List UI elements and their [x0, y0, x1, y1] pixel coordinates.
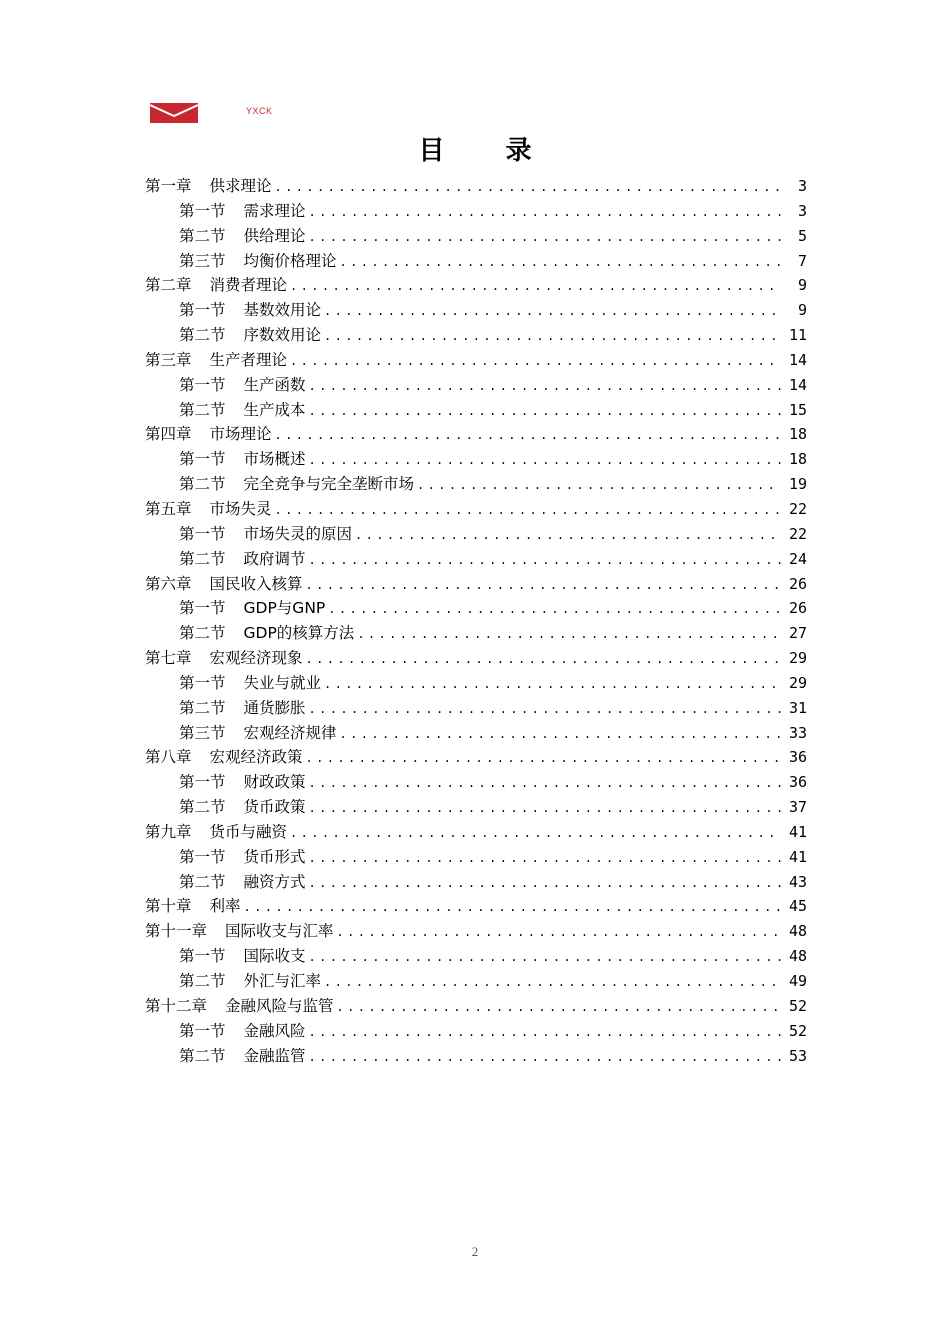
- toc-entry-title: 金融风险: [243, 1021, 306, 1040]
- toc-entry-title: 市场失灵的原因: [243, 524, 353, 543]
- toc-entry-title: 基数效用论: [243, 301, 322, 320]
- toc-dot-leader: [306, 448, 781, 473]
- toc-entry-title: 货币与融资: [209, 822, 288, 841]
- toc-entry-page: 9: [797, 276, 807, 295]
- toc-chapter-entry[interactable]: [145, 646, 807, 671]
- toc-entry-page: 22: [788, 499, 807, 518]
- toc-dot-leader: [321, 324, 781, 349]
- toc-entry-title: 政府调节: [243, 549, 306, 568]
- toc-entry-page: 53: [788, 1046, 807, 1065]
- toc-entry-page: 29: [788, 673, 807, 692]
- toc-entry-page: 52: [788, 996, 807, 1015]
- toc-entry-label: [179, 696, 306, 721]
- toc-entry-number: 第二节: [179, 1046, 226, 1065]
- toc-dot-leader: [352, 523, 781, 548]
- toc-dot-leader: [354, 622, 781, 647]
- toc-entry-label: [145, 348, 287, 373]
- toc-chapter-entry[interactable]: [145, 919, 807, 944]
- toc-entry-title: 宏观经济政策: [209, 748, 303, 767]
- toc-entry-page: 41: [788, 822, 807, 841]
- toc-entry-page: 14: [788, 375, 807, 394]
- toc-entry-title: 国民收入核算: [209, 574, 303, 593]
- toc-entry-page: 48: [788, 947, 807, 966]
- toc-entry-page: 36: [788, 748, 807, 767]
- toc-entry-page: 43: [788, 872, 807, 891]
- toc-dot-leader: [306, 697, 781, 722]
- toc-dot-leader: [272, 498, 781, 523]
- toc-section-entry[interactable]: [145, 373, 807, 398]
- toc-entry-number: 第五章: [145, 499, 192, 518]
- toc-entry-title: 宏观经济规律: [243, 723, 337, 742]
- toc-section-entry[interactable]: [145, 969, 807, 994]
- toc-entry-number: 第一节: [179, 201, 226, 220]
- toc-entry-label: [145, 174, 272, 199]
- toc-entry-title: 金融风险与监管: [225, 996, 334, 1015]
- toc-entry-label: [145, 745, 303, 770]
- toc-section-entry[interactable]: [145, 472, 807, 497]
- toc-chapter-entry[interactable]: [145, 422, 807, 447]
- toc-entry-title: 通货膨胀: [243, 698, 306, 717]
- toc-section-entry[interactable]: [145, 870, 807, 895]
- envelope-logo-icon: [150, 103, 198, 123]
- toc-entry-page: 36: [788, 773, 807, 792]
- toc-entry-label: [179, 621, 354, 646]
- toc-dot-leader: [303, 746, 781, 771]
- toc-dot-leader: [287, 349, 781, 374]
- toc-entry-page: 26: [788, 574, 807, 593]
- toc-dot-leader: [287, 821, 781, 846]
- toc-entry-label: [145, 497, 272, 522]
- toc-entry-title: 货币政策: [243, 798, 306, 817]
- toc-entry-label: [179, 323, 321, 348]
- toc-dot-leader: [306, 796, 781, 821]
- toc-chapter-entry[interactable]: [145, 174, 807, 199]
- toc-entry-page: 9: [797, 301, 807, 320]
- toc-entry-number: 第一节: [179, 599, 226, 618]
- toc-entry-number: 第十章: [145, 897, 192, 916]
- toc-dot-leader: [306, 871, 781, 896]
- toc-entry-page: 45: [788, 897, 807, 916]
- toc-entry-title: 融资方式: [243, 872, 306, 891]
- toc-section-entry[interactable]: [145, 721, 807, 746]
- toc-dot-leader: [306, 399, 781, 424]
- toc-entry-number: 第一节: [179, 1021, 226, 1040]
- toc-entry-title: 失业与就业: [243, 673, 322, 692]
- toc-entry-number: 第二节: [179, 798, 226, 817]
- toc-dot-leader: [321, 299, 781, 324]
- toc-entry-page: 52: [788, 1021, 807, 1040]
- toc-entry-title: 需求理论: [243, 201, 306, 220]
- toc-entry-number: 第十一章: [145, 922, 208, 941]
- toc-entry-number: 第八章: [145, 748, 192, 767]
- toc-entry-number: 第一节: [179, 673, 226, 692]
- toc-entry-label: [179, 969, 321, 994]
- toc-entry-label: [145, 422, 272, 447]
- toc-section-entry[interactable]: [145, 696, 807, 721]
- toc-section-entry[interactable]: [145, 199, 807, 224]
- toc-section-entry[interactable]: [145, 323, 807, 348]
- toc-entry-label: [179, 398, 306, 423]
- toc-entry-page: 24: [788, 549, 807, 568]
- toc-dot-leader: [306, 225, 781, 250]
- toc-entry-label: [145, 820, 287, 845]
- toc-entry-label: [145, 994, 334, 1019]
- toc-entry-number: 第六章: [145, 574, 192, 593]
- toc-entry-page: 41: [788, 847, 807, 866]
- toc-entry-title: GDP的核算方法: [243, 624, 355, 643]
- toc-entry-title: 供给理论: [243, 226, 306, 245]
- toc-entry-label: [179, 944, 306, 969]
- toc-entry-label: [145, 646, 303, 671]
- toc-entry-number: 第十二章: [145, 996, 208, 1015]
- toc-dot-leader: [287, 274, 781, 299]
- toc-entry-number: 第三节: [179, 723, 226, 742]
- toc-chapter-entry[interactable]: [145, 497, 807, 522]
- toc-section-entry[interactable]: [145, 547, 807, 572]
- toc-entry-title: 生产成本: [243, 400, 306, 419]
- toc-entry-label: [179, 472, 414, 497]
- toc-entry-title: 生产者理论: [209, 350, 288, 369]
- toc-entry-page: 33: [788, 723, 807, 742]
- toc-section-entry[interactable]: [145, 1044, 807, 1069]
- toc-entry-number: 第二节: [179, 698, 226, 717]
- toc-entry-page: 37: [788, 798, 807, 817]
- toc-entry-label: [179, 1044, 306, 1069]
- toc-entry-label: [179, 671, 321, 696]
- toc-dot-leader: [337, 250, 781, 275]
- toc-entry-title: 序数效用论: [243, 326, 322, 345]
- toc-entry-number: 第一节: [179, 947, 226, 966]
- toc-entry-number: 第三节: [179, 251, 226, 270]
- toc-entry-number: 第三章: [145, 350, 192, 369]
- toc-section-entry[interactable]: [145, 1019, 807, 1044]
- toc-dot-leader: [337, 722, 781, 747]
- toc-entry-number: 第二节: [179, 872, 226, 891]
- toc-chapter-entry[interactable]: [145, 994, 807, 1019]
- toc-dot-leader: [306, 945, 781, 970]
- toc-entry-number: 第一节: [179, 847, 226, 866]
- toc-dot-leader: [334, 995, 781, 1020]
- toc-entry-label: [179, 249, 337, 274]
- logo-text: YXCK: [246, 106, 273, 116]
- toc-dot-leader: [241, 895, 781, 920]
- toc-dot-leader: [306, 846, 781, 871]
- toc-entry-label: [179, 224, 306, 249]
- toc-entry-label: [179, 596, 325, 621]
- page-number: 2: [471, 1244, 479, 1259]
- toc-entry-number: 第二节: [179, 972, 226, 990]
- toc-entry-page: 7: [797, 251, 807, 270]
- toc-entry-number: 第二章: [145, 276, 192, 295]
- toc-dot-leader: [321, 970, 781, 995]
- toc-dot-leader: [306, 1020, 781, 1045]
- toc-entry-number: 第二节: [179, 549, 226, 568]
- toc-entry-title: 金融监管: [243, 1046, 306, 1065]
- toc-entry-title: 消费者理论: [209, 276, 288, 295]
- toc-entry-title: 财政政策: [243, 773, 306, 792]
- toc-dot-leader: [306, 200, 781, 225]
- toc-entry-title: 利率: [209, 897, 241, 916]
- toc-entry-label: [145, 919, 334, 944]
- toc-entry-number: 第二节: [179, 475, 226, 494]
- toc-entry-title: 完全竞争与完全垄断市场: [243, 475, 415, 494]
- toc-entry-number: 第一章: [145, 177, 192, 195]
- toc-entry-page: 3: [797, 177, 807, 195]
- toc-entry-label: [179, 199, 306, 224]
- toc-entry-page: 29: [788, 649, 807, 668]
- toc-entry-number: 第一节: [179, 524, 226, 543]
- toc-entry-title: 国际收支与汇率: [225, 922, 334, 941]
- toc-chapter-entry[interactable]: [145, 820, 807, 845]
- toc-section-entry[interactable]: [145, 845, 807, 870]
- toc-entry-title: 国际收支: [243, 947, 306, 966]
- toc-entry-page: 26: [788, 599, 807, 618]
- toc-section-entry[interactable]: [145, 224, 807, 249]
- table-of-contents: [145, 174, 807, 1068]
- toc-entry-page: 18: [788, 450, 807, 469]
- toc-chapter-entry[interactable]: [145, 348, 807, 373]
- toc-dot-leader: [306, 1045, 781, 1070]
- toc-dot-leader: [272, 175, 781, 200]
- toc-dot-leader: [306, 771, 781, 796]
- toc-entry-number: 第二节: [179, 400, 226, 419]
- toc-section-entry[interactable]: [145, 522, 807, 547]
- toc-entry-label: [179, 522, 352, 547]
- toc-entry-page: 48: [788, 922, 807, 941]
- toc-dot-leader: [414, 473, 781, 498]
- toc-entry-title: 生产函数: [243, 375, 306, 394]
- toc-entry-label: [179, 870, 306, 895]
- toc-entry-page: 5: [797, 226, 807, 245]
- toc-entry-page: 11: [788, 326, 807, 345]
- toc-entry-number: 第一节: [179, 375, 226, 394]
- toc-entry-label: [179, 447, 306, 472]
- toc-entry-number: 第一节: [179, 773, 226, 792]
- toc-entry-label: [145, 273, 287, 298]
- toc-entry-label: [145, 894, 241, 919]
- toc-entry-number: 第二节: [179, 624, 226, 643]
- toc-section-entry[interactable]: [145, 447, 807, 472]
- toc-entry-title: 货币形式: [243, 847, 306, 866]
- toc-entry-page: 15: [788, 400, 807, 419]
- toc-entry-label: [179, 795, 306, 820]
- toc-entry-page: 31: [788, 698, 807, 717]
- toc-entry-label: [179, 298, 321, 323]
- toc-entry-number: 第四章: [145, 425, 192, 444]
- toc-entry-label: [179, 1019, 306, 1044]
- toc-entry-number: 第一节: [179, 450, 226, 469]
- toc-dot-leader: [306, 548, 781, 573]
- toc-entry-page: 18: [788, 425, 807, 444]
- toc-dot-leader: [303, 573, 781, 598]
- toc-entry-label: [179, 845, 306, 870]
- toc-dot-leader: [272, 423, 781, 448]
- toc-entry-page: 22: [788, 524, 807, 543]
- toc-entry-page: 19: [788, 475, 807, 494]
- toc-entry-label: [179, 547, 306, 572]
- toc-dot-leader: [321, 672, 781, 697]
- toc-entry-number: 第一节: [179, 301, 226, 320]
- toc-entry-number: 第二节: [179, 226, 226, 245]
- toc-section-entry[interactable]: [145, 249, 807, 274]
- toc-chapter-entry[interactable]: [145, 572, 807, 597]
- toc-dot-leader: [303, 647, 781, 672]
- toc-entry-title: 均衡价格理论: [243, 251, 337, 270]
- toc-entry-title: 市场理论: [209, 425, 272, 444]
- toc-entry-title: 市场概述: [243, 450, 306, 469]
- toc-chapter-entry[interactable]: [145, 745, 807, 770]
- toc-entry-number: 第二节: [179, 326, 226, 345]
- toc-entry-label: [179, 770, 306, 795]
- page-title: 目 录: [418, 136, 558, 166]
- toc-section-entry[interactable]: [145, 944, 807, 969]
- toc-entry-number: 第九章: [145, 822, 192, 841]
- toc-chapter-entry[interactable]: [145, 894, 807, 919]
- toc-entry-label: [145, 572, 303, 597]
- toc-dot-leader: [325, 597, 781, 622]
- toc-dot-leader: [306, 374, 781, 399]
- toc-entry-label: [179, 721, 337, 746]
- toc-dot-leader: [334, 920, 781, 945]
- toc-chapter-entry[interactable]: [145, 273, 807, 298]
- toc-entry-number: 第七章: [145, 649, 192, 668]
- toc-entry-page: 27: [788, 624, 807, 643]
- toc-entry-title: GDP与GNP: [243, 599, 326, 618]
- toc-section-entry[interactable]: [145, 298, 807, 323]
- toc-entry-title: 宏观经济现象: [209, 649, 303, 668]
- toc-entry-page: 49: [788, 972, 807, 990]
- toc-section-entry[interactable]: [145, 671, 807, 696]
- toc-entry-title: 外汇与汇率: [243, 972, 322, 990]
- toc-entry-page: 14: [788, 350, 807, 369]
- toc-entry-label: [179, 373, 306, 398]
- toc-section-entry[interactable]: [145, 596, 807, 621]
- toc-entry-page: 3: [797, 201, 807, 220]
- toc-entry-title: 供求理论: [209, 177, 272, 195]
- toc-section-entry[interactable]: [145, 621, 807, 646]
- toc-entry-title: 市场失灵: [209, 499, 272, 518]
- toc-section-entry[interactable]: [145, 398, 807, 423]
- toc-section-entry[interactable]: [145, 770, 807, 795]
- toc-section-entry[interactable]: [145, 795, 807, 820]
